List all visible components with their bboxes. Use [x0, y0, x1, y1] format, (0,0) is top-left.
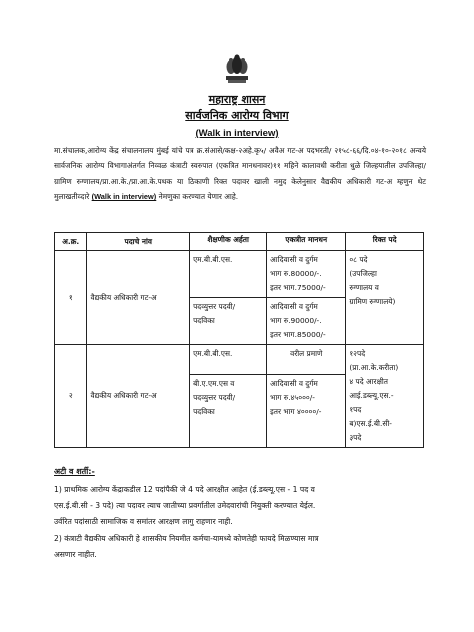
qualification [190, 298, 267, 345]
col-header-qualification: शैक्षणीक अर्हता [190, 233, 267, 251]
qualification-line: एम.बी.बी.एस. [193, 349, 233, 358]
vacancies [346, 345, 424, 448]
pay-line: वरील प्रमाणे [290, 349, 323, 358]
pay-line: आदिवासी व दुर्गम [270, 378, 318, 388]
pay [267, 374, 346, 447]
qualification-line: पदव्युत्तर पदवी/ [193, 392, 236, 402]
post-name: वैद्यकीय अधिकारी गट-अ [87, 345, 190, 448]
row-number: २ [55, 345, 87, 448]
state-emblem-icon [220, 52, 254, 86]
intro-text: मा.संचालक,आरोग्य केंद्र संचालनालय मुंबई यांचे पत्र क्र.संआसे/कक्ष-२अहे.कृ५/ अवैअ गट-अ पदभरती/ २१५८-६६/दि.०४-१०-२०१८ अन्वये सार्वजनिक आरोग्य विभागाअंतर्गत निव्वळ कंत्राटी स्वरुपात (एकत्रित मानधनावर)११ महिने कालावधी करीता धुळे जिल्हयातील उपजिल्हा/ग्रामिण रुग्णालय/प्रा.आ.के./प्रा.आ.के.पथक या ठिकाणी रिक्त पदावर खाली नमुद केलेनुसार वैद्यकीय अधिकारी गट-अ म्हणुन थेट मुलाखतीव्दारे [54, 146, 426, 202]
table-row [55, 251, 424, 298]
col-header-pay: एकत्रीत मानधन [267, 233, 346, 251]
vacancy-line: १२पदे [349, 349, 366, 358]
pay-line: आदिवासी व दुर्गम [270, 255, 318, 264]
pay-line: इतर भाग.75000/- [270, 283, 326, 292]
terms-list [54, 482, 426, 563]
department-heading: सार्वजनिक आरोग्य विभाग [185, 109, 289, 122]
walk-in-heading: (Walk in interview) [195, 128, 279, 139]
terms-title: अटी व शर्ती:- [54, 467, 95, 476]
qualification [190, 251, 267, 298]
qualification-line: पदविका [193, 316, 215, 325]
vacancy-line: ३पदे [349, 433, 362, 442]
pay-line: भाग रु.90000/-. [270, 316, 322, 325]
vacancy-line: १पद [349, 405, 362, 414]
vacancy-line: ४ पदे आरक्षीत [349, 377, 388, 386]
post-name: वैद्यकीय अधिकारी गट-अ [87, 251, 190, 345]
pay [267, 251, 346, 298]
vacancies [346, 251, 424, 345]
pay-line: इतर भाग ४००००/- [270, 406, 322, 416]
terms-line: 1) प्राथमिक आरोग्य केंद्राकडील 12 पदांपैकी जे 4 पदे आरक्षीत आहेत (ई.डब्ल्यू.एस - 1 पद व [54, 485, 315, 494]
terms-line: उर्वरित पदांसाठी सामाजिक व समांतर आरक्षण लागु राहणार नाही. [54, 517, 233, 527]
terms-line: 2) कंत्राटी वैद्यकीय अधिकारी हे शासकीय नियमीत कर्मचा-यामध्ये कोणतेही फायदे मिळण्यास मात्र [54, 533, 319, 543]
vacancy-line: ग्रामिण रुग्णालये) [349, 297, 396, 306]
pay [267, 298, 346, 345]
vacancy-line: ०८ पदे [349, 255, 368, 264]
pay-line: आदिवासी व दुर्गम [270, 302, 318, 311]
vacancy-line: (प्रा.आ.के.करीता) [349, 363, 399, 372]
pay-line: इतर भाग.85000/- [270, 330, 326, 339]
vacancy-line: (उपजिल्हा [349, 269, 377, 278]
vacancy-line: ब)एस.ई.बी.सी- [349, 419, 392, 428]
col-header-no: अ.क्र. [55, 233, 87, 251]
terms-line: असणार नाहीत. [54, 549, 97, 559]
posts-table [54, 232, 424, 448]
intro-paragraph [54, 143, 426, 205]
vacancy-line: आई.डब्ल्यू.एस.- [349, 391, 394, 400]
pay-line: भाग रु.80000/-. [270, 269, 322, 278]
table-row [55, 345, 424, 375]
row-number: १ [55, 251, 87, 345]
vacancy-line: रुग्णालय व [349, 283, 379, 292]
col-header-vacancies: रिक्त पदे [346, 233, 424, 251]
qualification-line: बी.ए.एम.एस व [193, 378, 235, 388]
intro-text-end: नेमणुका करण्यात येणार आहे. [156, 192, 239, 202]
pay-line: भाग रु.४५०००/- [270, 392, 315, 402]
qualification-line: पदव्युत्तर पदवी/ [193, 302, 236, 311]
qualification-line: पदविका [193, 406, 215, 416]
pay [267, 345, 346, 375]
government-heading: महाराष्ट्र शासन [208, 93, 266, 106]
intro-walk-in: (Walk in interview) [91, 192, 157, 202]
qualification-line: एम.बी.बी.एस. [193, 255, 233, 264]
col-header-post: पदाचे नांव [87, 233, 190, 251]
terms-line: एस.ई.बी.सी - 3 पदे) त्या पदावर त्याच जातीच्या प्रवर्गातील उमेदवारांची नियुक्ती करण्यात येईल. [54, 501, 316, 511]
table-header-row [55, 233, 424, 251]
qualification [190, 345, 267, 375]
qualification [190, 374, 267, 447]
